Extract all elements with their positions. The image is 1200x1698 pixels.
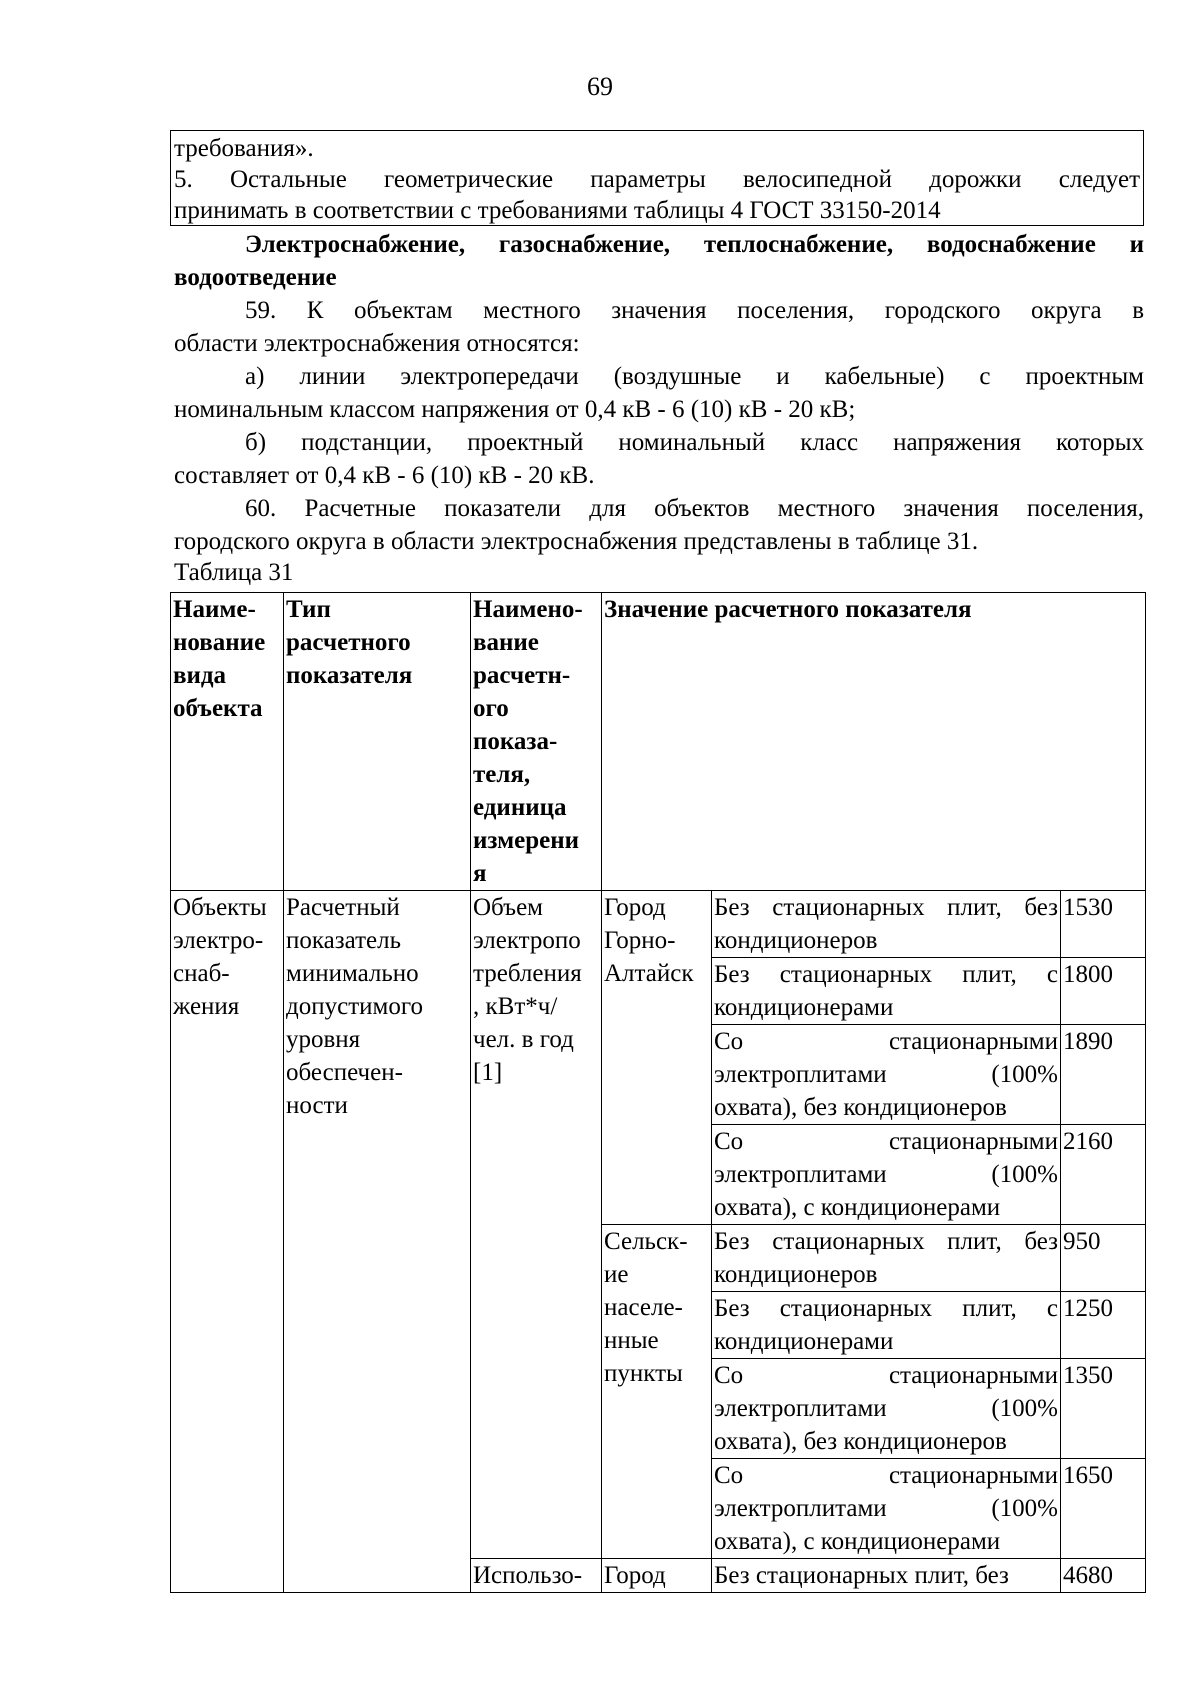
cell-line: расчетного bbox=[286, 629, 411, 656]
cell-line: электроплитами (100% bbox=[714, 1061, 1058, 1088]
cell-line: показателя bbox=[286, 662, 413, 689]
cell-line: Алтайск bbox=[604, 960, 694, 987]
settlement-cell bbox=[602, 891, 712, 1225]
cell-line: Со стационарными bbox=[714, 1128, 1058, 1155]
cell-line: жения bbox=[173, 993, 240, 1020]
cell-line: кондиционеров bbox=[714, 927, 878, 954]
cell-line: Со стационарными bbox=[714, 1362, 1058, 1389]
cell-line: показа- bbox=[473, 728, 558, 755]
cell-line: кондиционерами bbox=[714, 1328, 894, 1355]
condition-cell bbox=[712, 1359, 1061, 1459]
cell-line: уровня bbox=[286, 1026, 361, 1053]
cell-line: требления bbox=[473, 960, 582, 987]
indicator-name-cell bbox=[471, 891, 602, 1559]
value-cell: 1650 bbox=[1061, 1459, 1146, 1559]
value-cell: 1800 bbox=[1061, 958, 1146, 1025]
header-indicator-value: Значение расчетного показателя bbox=[602, 593, 1146, 891]
cell-line: я bbox=[473, 860, 487, 887]
cell-line: снаб- bbox=[173, 960, 230, 987]
table-row bbox=[171, 891, 1146, 958]
cell-line: Со стационарными bbox=[714, 1462, 1058, 1489]
cell-line: Без стационарных плит, без bbox=[714, 894, 1058, 921]
box-line-2b: принимать в соответствии с требованиями таблицы 4 ГОСТ 33150-2014 bbox=[174, 197, 941, 224]
paragraph-59-line-1: 59. К объектам местного значения поселения, городского округа в bbox=[245, 297, 1144, 324]
cell-line: чел. в год bbox=[473, 1026, 574, 1053]
condition-cell bbox=[712, 1125, 1061, 1225]
section-heading-line-1: Электроснабжение, газоснабжение, теплоснабжение, водоснабжение и bbox=[245, 231, 1144, 258]
box-line-2a: 5. Остальные геометрические параметры велосипедной дорожки следует bbox=[174, 166, 1140, 193]
condition-cell bbox=[712, 1225, 1061, 1292]
previous-table-remainder bbox=[170, 130, 1144, 226]
cell-line: Без стационарных плит, без bbox=[714, 1228, 1058, 1255]
cell-line: объекта bbox=[173, 695, 263, 722]
cell-line: теля, bbox=[473, 761, 531, 788]
value-cell: 1350 bbox=[1061, 1359, 1146, 1459]
cell-line: охвата), с кондиционерами bbox=[714, 1528, 1001, 1555]
cell-line: [1] bbox=[473, 1059, 503, 1086]
cell-line: кондиционеров bbox=[714, 1261, 878, 1288]
cell-line: кондиционерами bbox=[714, 994, 894, 1021]
value-cell: 1890 bbox=[1061, 1025, 1146, 1125]
cell-line: расчетн- bbox=[473, 662, 571, 689]
header-row bbox=[171, 593, 1146, 891]
cell-line: единица bbox=[473, 794, 567, 821]
cell-line: Объекты bbox=[173, 894, 267, 921]
paragraph-60-line-2: городского округа в области электроснабжения представлены в таблице 31. bbox=[174, 528, 979, 555]
page-number: 69 bbox=[587, 72, 613, 101]
condition-cell bbox=[712, 958, 1061, 1025]
paragraph-a-line-1: а) линии электропередачи (воздушные и кабельные) с проектным bbox=[245, 363, 1144, 390]
condition-cell bbox=[712, 1292, 1061, 1359]
table-31 bbox=[170, 592, 1146, 1593]
cell-line: охвата), с кондиционерами bbox=[714, 1194, 1001, 1221]
paragraph-b-line-1: б) подстанции, проектный номинальный класс напряжения которых bbox=[245, 429, 1144, 456]
value-cell: 2160 bbox=[1061, 1125, 1146, 1225]
cell-line: Без стационарных плит, с bbox=[714, 961, 1058, 988]
cell-line: нование bbox=[173, 629, 266, 656]
cell-line: Расчетный bbox=[286, 894, 400, 921]
cell-line: электро- bbox=[173, 927, 264, 954]
cell-line: населе- bbox=[604, 1294, 683, 1321]
table-caption: Таблица 31 bbox=[174, 559, 294, 586]
cell-line: показатель bbox=[286, 927, 401, 954]
cell-line: Горно- bbox=[604, 927, 676, 954]
cell-line: охвата), без кондиционеров bbox=[714, 1094, 1007, 1121]
table-body bbox=[171, 593, 1146, 1593]
cell-line: Без стационарных плит, с bbox=[714, 1295, 1058, 1322]
value-cell: 4680 bbox=[1061, 1559, 1146, 1593]
cell-line: вида bbox=[173, 662, 227, 689]
cell-line: электроплитами (100% bbox=[714, 1161, 1058, 1188]
cell-line: ого bbox=[473, 695, 509, 722]
paragraph-a-line-2: номинальным классом напряжения от 0,4 кВ - 6 (10) кВ - 20 кВ; bbox=[174, 396, 856, 423]
value-cell: 1250 bbox=[1061, 1292, 1146, 1359]
cell-line: нные bbox=[604, 1327, 659, 1354]
cell-line: Объем bbox=[473, 894, 543, 921]
settlement-cell: Город bbox=[602, 1559, 712, 1593]
condition-cell bbox=[712, 1025, 1061, 1125]
cell-line: электроплитами (100% bbox=[714, 1495, 1058, 1522]
value-cell: 1530 bbox=[1061, 891, 1146, 958]
cell-line: минимально bbox=[286, 960, 419, 987]
box-line-1: требования». bbox=[174, 135, 314, 162]
section-text bbox=[174, 228, 1144, 558]
header-indicator-type bbox=[284, 593, 471, 891]
cell-line: Сельск- bbox=[604, 1228, 688, 1255]
condition-cell: Без стационарных плит, без bbox=[712, 1559, 1061, 1593]
header-object-kind bbox=[171, 593, 284, 891]
value-cell: 950 bbox=[1061, 1225, 1146, 1292]
settlement-cell bbox=[602, 1225, 712, 1559]
cell-line: электропо bbox=[473, 927, 581, 954]
paragraph-b-line-2: составляет от 0,4 кВ - 6 (10) кВ - 20 кВ. bbox=[174, 462, 595, 489]
paragraph-60-line-1: 60. Расчетные показатели для объектов местного значения поселения, bbox=[245, 495, 1144, 522]
cell-line: , кВт*ч/ bbox=[473, 993, 558, 1020]
condition-cell bbox=[712, 1459, 1061, 1559]
cell-line: Тип bbox=[286, 596, 331, 623]
header-indicator-name bbox=[471, 593, 602, 891]
cell-line: Город bbox=[604, 894, 666, 921]
object-kind-cell bbox=[171, 891, 284, 1593]
paragraph-59-line-2: области электроснабжения относятся: bbox=[174, 330, 580, 357]
cell-line: электроплитами (100% bbox=[714, 1395, 1058, 1422]
cell-line: измерени bbox=[473, 827, 580, 854]
cell-line: допустимого bbox=[286, 993, 423, 1020]
cell-line: обеспечен- bbox=[286, 1059, 403, 1086]
section-heading-line-2: водоотведение bbox=[174, 264, 337, 291]
cell-line: Наиме- bbox=[173, 596, 256, 623]
cell-line: вание bbox=[473, 629, 539, 656]
indicator-type-cell bbox=[284, 891, 471, 1593]
condition-cell bbox=[712, 891, 1061, 958]
cell-line: Наимено- bbox=[473, 596, 583, 623]
cell-line: пункты bbox=[604, 1360, 683, 1387]
cell-line: охвата), без кондиционеров bbox=[714, 1428, 1007, 1455]
cell-line: ие bbox=[604, 1261, 629, 1288]
cell-line: Со стационарными bbox=[714, 1028, 1058, 1055]
cell-line: ности bbox=[286, 1092, 348, 1119]
indicator-name-cell: Использо- bbox=[471, 1559, 602, 1593]
